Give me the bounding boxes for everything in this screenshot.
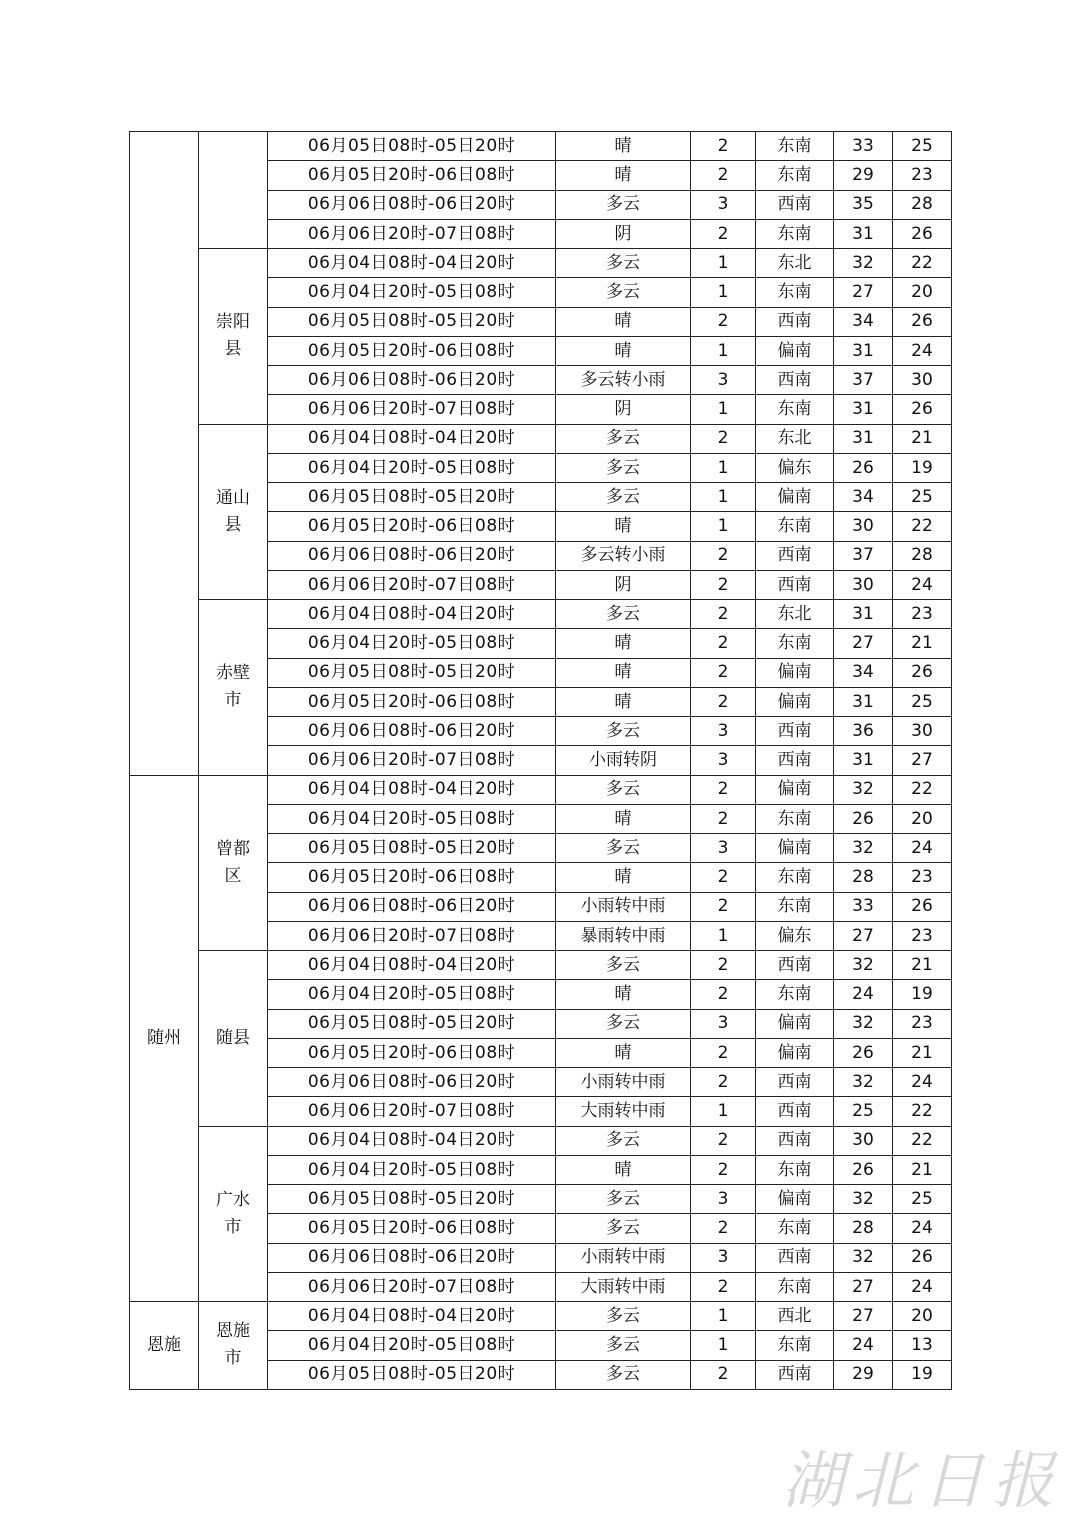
min-temp-cell: 24 (893, 336, 952, 365)
max-temp-cell: 28 (834, 1214, 893, 1243)
weather-cell: 小雨转中雨 (556, 1068, 691, 1097)
time-period-cell: 06月06日08时-06日20时 (268, 1068, 556, 1097)
time-period-cell: 06月05日08时-05日20时 (268, 1360, 556, 1389)
wind-level-cell: 1 (691, 1097, 756, 1126)
wind-level-cell: 2 (691, 1214, 756, 1243)
table-row (130, 1302, 952, 1331)
max-temp-cell: 31 (834, 219, 893, 248)
weather-cell: 多云转小雨 (556, 541, 691, 570)
wind-direction-cell: 西南 (756, 570, 834, 599)
min-temp-cell: 28 (893, 541, 952, 570)
max-temp-cell: 31 (834, 424, 893, 453)
time-period-cell: 06月05日08时-05日20时 (268, 483, 556, 512)
county-cell (199, 424, 268, 600)
weather-cell: 多云 (556, 1331, 691, 1360)
max-temp-cell: 30 (834, 512, 893, 541)
max-temp-cell: 27 (834, 1302, 893, 1331)
wind-level-cell: 2 (691, 570, 756, 599)
time-period-cell: 06月06日20时-07日08时 (268, 921, 556, 950)
weather-forecast-table (129, 131, 952, 1390)
min-temp-cell: 26 (893, 892, 952, 921)
min-temp-cell: 13 (893, 1331, 952, 1360)
min-temp-cell: 24 (893, 834, 952, 863)
min-temp-cell: 26 (893, 219, 952, 248)
wind-direction-cell: 东南 (756, 278, 834, 307)
time-period-cell: 06月05日08时-05日20时 (268, 834, 556, 863)
time-period-cell: 06月05日08时-05日20时 (268, 1009, 556, 1038)
county-cell (199, 775, 268, 951)
min-temp-cell: 21 (893, 424, 952, 453)
weather-cell: 多云 (556, 951, 691, 980)
county-cell (199, 951, 268, 1127)
max-temp-cell: 27 (834, 921, 893, 950)
weather-cell: 晴 (556, 336, 691, 365)
wind-direction-cell: 偏东 (756, 453, 834, 482)
weather-cell: 大雨转中雨 (556, 1097, 691, 1126)
table-row (130, 249, 952, 278)
wind-direction-cell: 西南 (756, 190, 834, 219)
time-period-cell: 06月05日20时-06日08时 (268, 863, 556, 892)
min-temp-cell: 25 (893, 1185, 952, 1214)
wind-direction-cell: 西南 (756, 746, 834, 775)
min-temp-cell: 19 (893, 980, 952, 1009)
wind-level-cell: 2 (691, 161, 756, 190)
county-cell (199, 249, 268, 425)
time-period-cell: 06月04日08时-04日20时 (268, 249, 556, 278)
time-period-cell: 06月04日08时-04日20时 (268, 424, 556, 453)
time-period-cell: 06月04日20时-05日08时 (268, 453, 556, 482)
wind-level-cell: 3 (691, 746, 756, 775)
time-period-cell: 06月04日08时-04日20时 (268, 600, 556, 629)
time-period-cell: 06月06日20时-07日08时 (268, 746, 556, 775)
wind-direction-cell: 东南 (756, 1331, 834, 1360)
time-period-cell: 06月04日08时-04日20时 (268, 1126, 556, 1155)
wind-level-cell: 1 (691, 395, 756, 424)
min-temp-cell: 21 (893, 951, 952, 980)
weather-cell: 多云 (556, 190, 691, 219)
wind-direction-cell: 偏东 (756, 921, 834, 950)
county-name: 广水市 (216, 1189, 250, 1237)
weather-cell: 晴 (556, 804, 691, 833)
max-temp-cell: 30 (834, 570, 893, 599)
max-temp-cell: 32 (834, 1009, 893, 1038)
min-temp-cell: 20 (893, 1302, 952, 1331)
wind-direction-cell: 西南 (756, 1360, 834, 1389)
weather-cell: 大雨转中雨 (556, 1272, 691, 1301)
wind-direction-cell: 东南 (756, 132, 834, 161)
wind-direction-cell: 偏南 (756, 1038, 834, 1067)
wind-direction-cell: 东南 (756, 219, 834, 248)
time-period-cell: 06月05日20时-06日08时 (268, 687, 556, 716)
time-period-cell: 06月05日08时-05日20时 (268, 307, 556, 336)
max-temp-cell: 34 (834, 483, 893, 512)
wind-level-cell: 2 (691, 775, 756, 804)
min-temp-cell: 26 (893, 307, 952, 336)
max-temp-cell: 33 (834, 132, 893, 161)
wind-direction-cell: 东南 (756, 863, 834, 892)
max-temp-cell: 31 (834, 336, 893, 365)
wind-level-cell: 2 (691, 951, 756, 980)
wind-level-cell: 1 (691, 1331, 756, 1360)
table-row (130, 1126, 952, 1155)
max-temp-cell: 32 (834, 1185, 893, 1214)
wind-direction-cell: 偏南 (756, 775, 834, 804)
wind-direction-cell: 偏南 (756, 1185, 834, 1214)
county-name: 随县 (216, 1027, 250, 1048)
max-temp-cell: 29 (834, 1360, 893, 1389)
wind-direction-cell: 偏南 (756, 658, 834, 687)
wind-level-cell: 3 (691, 1185, 756, 1214)
wind-direction-cell: 东北 (756, 600, 834, 629)
county-name: 赤壁市 (216, 663, 250, 711)
max-temp-cell: 24 (834, 1331, 893, 1360)
wind-direction-cell: 偏南 (756, 834, 834, 863)
time-period-cell: 06月06日20时-07日08时 (268, 570, 556, 599)
wind-direction-cell: 西南 (756, 717, 834, 746)
min-temp-cell: 28 (893, 190, 952, 219)
wind-direction-cell: 偏南 (756, 336, 834, 365)
wind-level-cell: 1 (691, 249, 756, 278)
wind-direction-cell: 东南 (756, 512, 834, 541)
max-temp-cell: 32 (834, 834, 893, 863)
time-period-cell: 06月05日08时-05日20时 (268, 132, 556, 161)
weather-cell: 多云 (556, 1214, 691, 1243)
max-temp-cell: 27 (834, 278, 893, 307)
wind-level-cell: 3 (691, 834, 756, 863)
max-temp-cell: 31 (834, 746, 893, 775)
newspaper-watermark: 湖北日报 (781, 1444, 1062, 1517)
time-period-cell: 06月05日20时-06日08时 (268, 161, 556, 190)
city-cell: 恩施 (130, 1302, 199, 1390)
min-temp-cell: 22 (893, 1126, 952, 1155)
wind-direction-cell: 西南 (756, 541, 834, 570)
table-row (130, 600, 952, 629)
max-temp-cell: 33 (834, 892, 893, 921)
weather-cell: 多云 (556, 1009, 691, 1038)
min-temp-cell: 25 (893, 687, 952, 716)
wind-level-cell: 3 (691, 190, 756, 219)
weather-cell: 多云 (556, 483, 691, 512)
table-row (130, 424, 952, 453)
wind-direction-cell: 东北 (756, 249, 834, 278)
max-temp-cell: 28 (834, 863, 893, 892)
min-temp-cell: 22 (893, 512, 952, 541)
wind-level-cell: 2 (691, 658, 756, 687)
time-period-cell: 06月05日08时-05日20时 (268, 1185, 556, 1214)
weather-cell: 多云 (556, 834, 691, 863)
min-temp-cell: 30 (893, 717, 952, 746)
time-period-cell: 06月05日20时-06日08时 (268, 1214, 556, 1243)
min-temp-cell: 23 (893, 161, 952, 190)
wind-direction-cell: 东南 (756, 629, 834, 658)
wind-direction-cell: 西南 (756, 1126, 834, 1155)
wind-level-cell: 2 (691, 1068, 756, 1097)
min-temp-cell: 30 (893, 366, 952, 395)
weather-cell: 阴 (556, 570, 691, 599)
table-row (130, 775, 952, 804)
weather-cell: 多云 (556, 278, 691, 307)
weather-cell: 小雨转阴 (556, 746, 691, 775)
weather-cell: 多云 (556, 1126, 691, 1155)
time-period-cell: 06月04日08时-04日20时 (268, 951, 556, 980)
time-period-cell: 06月05日08时-05日20时 (268, 658, 556, 687)
time-period-cell: 06月06日08时-06日20时 (268, 541, 556, 570)
weather-cell: 晴 (556, 629, 691, 658)
max-temp-cell: 24 (834, 980, 893, 1009)
wind-level-cell: 2 (691, 424, 756, 453)
wind-direction-cell: 东南 (756, 1272, 834, 1301)
min-temp-cell: 20 (893, 804, 952, 833)
min-temp-cell: 24 (893, 1214, 952, 1243)
wind-direction-cell: 东南 (756, 161, 834, 190)
min-temp-cell: 26 (893, 658, 952, 687)
weather-cell: 晴 (556, 980, 691, 1009)
time-period-cell: 06月06日20时-07日08时 (268, 1097, 556, 1126)
min-temp-cell: 22 (893, 1097, 952, 1126)
time-period-cell: 06月04日20时-05日08时 (268, 629, 556, 658)
min-temp-cell: 22 (893, 249, 952, 278)
wind-level-cell: 2 (691, 541, 756, 570)
time-period-cell: 06月06日08时-06日20时 (268, 892, 556, 921)
max-temp-cell: 26 (834, 1155, 893, 1184)
weather-cell: 多云 (556, 1360, 691, 1389)
weather-cell: 多云 (556, 1302, 691, 1331)
min-temp-cell: 21 (893, 1038, 952, 1067)
weather-cell: 多云 (556, 249, 691, 278)
wind-level-cell: 1 (691, 1302, 756, 1331)
weather-cell: 阴 (556, 219, 691, 248)
weather-cell: 多云 (556, 1185, 691, 1214)
max-temp-cell: 27 (834, 1272, 893, 1301)
wind-level-cell: 2 (691, 629, 756, 658)
time-period-cell: 06月05日20时-06日08时 (268, 336, 556, 365)
wind-direction-cell: 偏南 (756, 483, 834, 512)
wind-level-cell: 3 (691, 366, 756, 395)
wind-direction-cell: 西南 (756, 1097, 834, 1126)
wind-level-cell: 2 (691, 980, 756, 1009)
county-cell (199, 1126, 268, 1302)
max-temp-cell: 27 (834, 629, 893, 658)
max-temp-cell: 37 (834, 541, 893, 570)
weather-cell: 多云 (556, 600, 691, 629)
time-period-cell: 06月05日20时-06日08时 (268, 512, 556, 541)
max-temp-cell: 37 (834, 366, 893, 395)
wind-direction-cell: 东南 (756, 395, 834, 424)
county-cell (199, 132, 268, 249)
time-period-cell: 06月04日20时-05日08时 (268, 804, 556, 833)
wind-level-cell: 2 (691, 1155, 756, 1184)
weather-cell: 多云 (556, 775, 691, 804)
wind-level-cell: 3 (691, 717, 756, 746)
wind-level-cell: 2 (691, 1038, 756, 1067)
min-temp-cell: 27 (893, 746, 952, 775)
min-temp-cell: 23 (893, 600, 952, 629)
wind-level-cell: 1 (691, 453, 756, 482)
wind-direction-cell: 东南 (756, 1155, 834, 1184)
wind-direction-cell: 西南 (756, 951, 834, 980)
wind-level-cell: 2 (691, 600, 756, 629)
max-temp-cell: 30 (834, 1126, 893, 1155)
time-period-cell: 06月06日08时-06日20时 (268, 190, 556, 219)
max-temp-cell: 26 (834, 453, 893, 482)
max-temp-cell: 34 (834, 658, 893, 687)
min-temp-cell: 26 (893, 1243, 952, 1272)
max-temp-cell: 32 (834, 1243, 893, 1272)
weather-cell: 晴 (556, 863, 691, 892)
wind-level-cell: 3 (691, 1009, 756, 1038)
wind-level-cell: 2 (691, 863, 756, 892)
county-cell (199, 1302, 268, 1390)
wind-level-cell: 2 (691, 1272, 756, 1301)
wind-direction-cell: 西南 (756, 1068, 834, 1097)
weather-cell: 晴 (556, 307, 691, 336)
time-period-cell: 06月06日20时-07日08时 (268, 1272, 556, 1301)
weather-cell: 晴 (556, 687, 691, 716)
county-name: 崇阳县 (216, 312, 250, 360)
max-temp-cell: 25 (834, 1097, 893, 1126)
min-temp-cell: 24 (893, 570, 952, 599)
min-temp-cell: 24 (893, 1068, 952, 1097)
wind-direction-cell: 偏南 (756, 687, 834, 716)
weather-cell: 小雨转中雨 (556, 892, 691, 921)
wind-level-cell: 2 (691, 219, 756, 248)
wind-direction-cell: 东南 (756, 804, 834, 833)
wind-level-cell: 2 (691, 1126, 756, 1155)
max-temp-cell: 32 (834, 1068, 893, 1097)
max-temp-cell: 32 (834, 951, 893, 980)
weather-cell: 多云 (556, 424, 691, 453)
wind-level-cell: 1 (691, 512, 756, 541)
weather-cell: 多云 (556, 717, 691, 746)
max-temp-cell: 31 (834, 600, 893, 629)
min-temp-cell: 20 (893, 278, 952, 307)
min-temp-cell: 25 (893, 483, 952, 512)
wind-direction-cell: 东南 (756, 1214, 834, 1243)
weather-cell: 晴 (556, 1038, 691, 1067)
table-row (130, 132, 952, 161)
wind-direction-cell: 西南 (756, 1243, 834, 1272)
wind-direction-cell: 西南 (756, 366, 834, 395)
weather-cell: 晴 (556, 161, 691, 190)
county-name: 恩施市 (216, 1321, 250, 1369)
wind-level-cell: 1 (691, 483, 756, 512)
wind-direction-cell: 西北 (756, 1302, 834, 1331)
time-period-cell: 06月04日20时-05日08时 (268, 980, 556, 1009)
wind-direction-cell: 东南 (756, 892, 834, 921)
city-cell (130, 132, 199, 776)
max-temp-cell: 35 (834, 190, 893, 219)
weather-cell: 晴 (556, 658, 691, 687)
time-period-cell: 06月06日08时-06日20时 (268, 1243, 556, 1272)
wind-level-cell: 2 (691, 687, 756, 716)
weather-cell: 小雨转中雨 (556, 1243, 691, 1272)
weather-cell: 阴 (556, 395, 691, 424)
time-period-cell: 06月04日20时-05日08时 (268, 1331, 556, 1360)
county-name: 通山县 (216, 487, 250, 535)
wind-level-cell: 2 (691, 804, 756, 833)
min-temp-cell: 24 (893, 1272, 952, 1301)
wind-level-cell: 1 (691, 278, 756, 307)
min-temp-cell: 25 (893, 132, 952, 161)
wind-level-cell: 2 (691, 132, 756, 161)
min-temp-cell: 19 (893, 1360, 952, 1389)
max-temp-cell: 31 (834, 687, 893, 716)
max-temp-cell: 29 (834, 161, 893, 190)
max-temp-cell: 31 (834, 395, 893, 424)
wind-level-cell: 3 (691, 1243, 756, 1272)
wind-direction-cell: 东北 (756, 424, 834, 453)
table-row (130, 951, 952, 980)
time-period-cell: 06月05日20时-06日08时 (268, 1038, 556, 1067)
county-cell (199, 600, 268, 776)
weather-cell: 晴 (556, 1155, 691, 1184)
weather-cell: 多云 (556, 453, 691, 482)
min-temp-cell: 23 (893, 1009, 952, 1038)
wind-level-cell: 1 (691, 336, 756, 365)
weather-cell: 晴 (556, 132, 691, 161)
min-temp-cell: 19 (893, 453, 952, 482)
max-temp-cell: 26 (834, 1038, 893, 1067)
max-temp-cell: 34 (834, 307, 893, 336)
wind-level-cell: 1 (691, 921, 756, 950)
min-temp-cell: 21 (893, 629, 952, 658)
min-temp-cell: 23 (893, 921, 952, 950)
max-temp-cell: 32 (834, 775, 893, 804)
time-period-cell: 06月06日08时-06日20时 (268, 366, 556, 395)
max-temp-cell: 36 (834, 717, 893, 746)
time-period-cell: 06月04日20时-05日08时 (268, 1155, 556, 1184)
city-cell: 随州 (130, 775, 199, 1302)
time-period-cell: 06月06日20时-07日08时 (268, 219, 556, 248)
wind-direction-cell: 东南 (756, 980, 834, 1009)
wind-direction-cell: 西南 (756, 307, 834, 336)
time-period-cell: 06月04日08时-04日20时 (268, 775, 556, 804)
min-temp-cell: 22 (893, 775, 952, 804)
time-period-cell: 06月06日20时-07日08时 (268, 395, 556, 424)
min-temp-cell: 21 (893, 1155, 952, 1184)
weather-cell: 晴 (556, 512, 691, 541)
wind-direction-cell: 偏南 (756, 1009, 834, 1038)
wind-level-cell: 2 (691, 307, 756, 336)
wind-level-cell: 2 (691, 1360, 756, 1389)
weather-cell: 暴雨转中雨 (556, 921, 691, 950)
weather-cell: 多云转小雨 (556, 366, 691, 395)
time-period-cell: 06月04日08时-04日20时 (268, 1302, 556, 1331)
time-period-cell: 06月06日08时-06日20时 (268, 717, 556, 746)
time-period-cell: 06月04日20时-05日08时 (268, 278, 556, 307)
min-temp-cell: 23 (893, 863, 952, 892)
county-name: 曾都区 (216, 838, 250, 886)
wind-level-cell: 2 (691, 892, 756, 921)
max-temp-cell: 26 (834, 804, 893, 833)
max-temp-cell: 32 (834, 249, 893, 278)
min-temp-cell: 26 (893, 395, 952, 424)
